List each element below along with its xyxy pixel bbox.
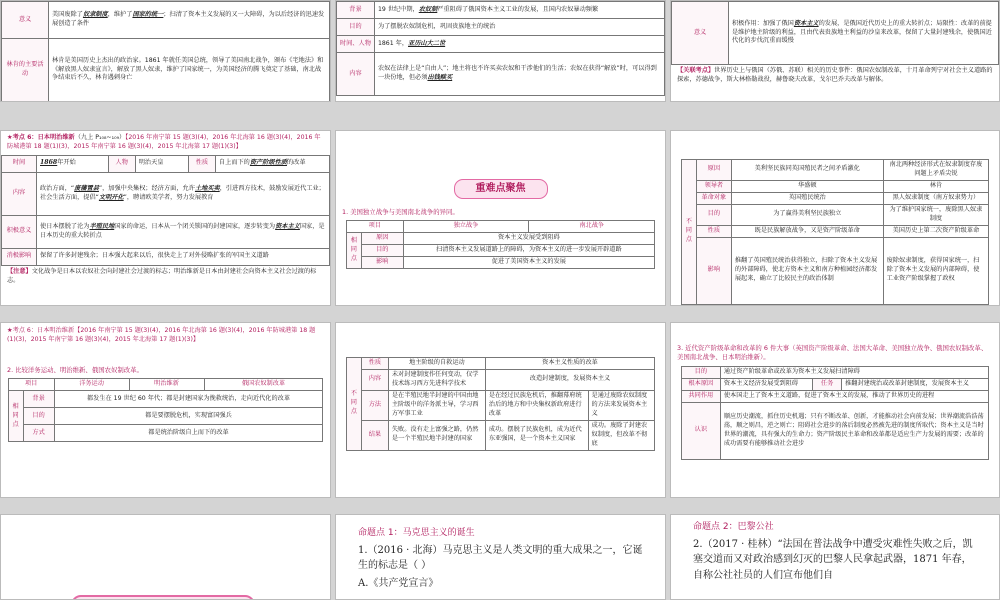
table-row bbox=[681, 192, 988, 204]
row-label: 影响 bbox=[696, 237, 731, 304]
summary-table bbox=[671, 1, 999, 65]
answer-fill: 出钱赎买 bbox=[427, 74, 453, 81]
answer-fill: 亚历山大二世 bbox=[408, 39, 446, 47]
table-row bbox=[346, 358, 654, 370]
row-content: 林肯 bbox=[883, 180, 988, 192]
note-tag: 【注意】 bbox=[7, 267, 32, 275]
row-label: 内容 bbox=[337, 53, 375, 96]
text: ，维护了 bbox=[107, 11, 133, 19]
text: 的改革 bbox=[286, 159, 306, 167]
row-label: 时间 bbox=[2, 155, 37, 172]
slide-differences-table[interactable] bbox=[670, 130, 1000, 306]
row-content: 成功。废除了封建农奴制度，但改革不彻底 bbox=[588, 420, 655, 450]
text: ；扫清了资本主义发展的又一大障碍，为以后经济的迅速发展创造了条件 bbox=[52, 11, 325, 27]
row-content: 英国殖民统治 bbox=[731, 192, 883, 204]
answer-fill: 土地买卖 bbox=[194, 184, 220, 192]
row-content: 美利坚民族同英国殖民者之间矛盾激化 bbox=[731, 160, 883, 181]
row-content bbox=[729, 2, 999, 65]
option-a[interactable]: A.《共产党宣言》 bbox=[358, 577, 439, 589]
comparison-table bbox=[8, 378, 324, 442]
answer-fill: 1868 bbox=[40, 159, 58, 167]
row-content: 资本主义发展受到阻碍 bbox=[403, 233, 654, 245]
row-label: 革命对象 bbox=[696, 192, 731, 204]
attention-note bbox=[1, 266, 330, 288]
row-content: 都是统治阶级自上而下的改革 bbox=[54, 425, 323, 442]
answer-fill: 半殖民地 bbox=[89, 222, 115, 230]
table-row bbox=[681, 366, 988, 378]
answer-fill: 奴隶制度 bbox=[82, 11, 108, 19]
row-label: 意义 bbox=[2, 2, 49, 39]
row-content: 扫清资本主义发展道路上的障碍，为资本主义的进一步发展开辟道路 bbox=[403, 245, 654, 257]
column-header: 独立战争 bbox=[403, 221, 529, 233]
row-content: 资本主义经济发展受到阻碍 bbox=[720, 378, 812, 390]
answer-fill: 国家的统一 bbox=[132, 11, 164, 19]
slide-question-marxism[interactable] bbox=[335, 514, 666, 600]
question-title: 1. 美国独立战争与美国南北战争的异同。 bbox=[342, 208, 459, 216]
column-header: 项目 bbox=[346, 221, 403, 233]
slide-question-paris-commune[interactable] bbox=[670, 514, 1000, 600]
row-label: 领导者 bbox=[696, 180, 731, 192]
question-stem: 1.（2016 · 北海）马克思主义是人类文明的重大成果之一，它诞生的标志是 bbox=[358, 544, 643, 572]
row-label: 目的 bbox=[361, 245, 403, 257]
table-row bbox=[8, 408, 323, 425]
topic-title: 考点 6：日本明治维新【2016 年南宁第 15 题(3)(4)，2016 年北海第 16 题(3)(4)，2016 年防城港第 18 题(1)(3)，2015 年南宁第 16 题(3)(4)，2015 年北海第 17 题(1)(3)】 bbox=[7, 327, 316, 343]
slide-meiji-restoration[interactable] bbox=[0, 130, 331, 306]
slide-title-partial[interactable] bbox=[0, 514, 331, 600]
row-label: 背景 bbox=[337, 2, 375, 19]
table-row bbox=[346, 369, 654, 390]
table-row bbox=[346, 233, 654, 245]
text: 积极作用：加强了俄国 bbox=[732, 19, 794, 27]
question-block bbox=[336, 527, 665, 591]
row-content: 美国历史上第二次资产阶级革命 bbox=[883, 225, 988, 237]
text: ，引进西方技术，鼓励发展近代工业；社会生活方面，提倡“ bbox=[40, 184, 325, 201]
answer-blank[interactable]: （ ） bbox=[408, 560, 432, 572]
table-row bbox=[681, 204, 988, 225]
text: 国家，是日本历史的重大转折点 bbox=[40, 222, 325, 239]
text: 政治方面，“ bbox=[40, 184, 75, 192]
table-row bbox=[337, 36, 665, 53]
focus-banner: 重难点聚焦 bbox=[454, 179, 548, 199]
table-row bbox=[2, 248, 330, 265]
table-row bbox=[681, 390, 988, 402]
row-content bbox=[374, 2, 664, 19]
question-title: 3. 近代资产阶级革命和改革的 6 件大事（英国资产阶级革命、法国大革命、美国独立战争、俄国农奴制改革、美国南北战争、日本明治维新）。 bbox=[677, 344, 988, 362]
note-tag: 【关联考点】 bbox=[677, 67, 715, 74]
text: ”，加强中央集权；经济方面，允许 bbox=[98, 184, 195, 192]
exam-years: 【2016 年南宁第 15 题(3)(4)，2016 年北海第 16 题(3)(4)，2016 年防城港第 18 题(1)(3)，2015 年南宁第 16 题(3)(4)，2015 年北海第 17 题(1)(3)】 bbox=[7, 134, 321, 150]
row-label: 目的 bbox=[23, 408, 54, 425]
column-header: 洋务运动 bbox=[54, 379, 129, 391]
related-note bbox=[671, 65, 999, 87]
table-row bbox=[2, 2, 330, 39]
row-label: 原因 bbox=[361, 233, 403, 245]
row-content: 成功。摆脱了民族危机，成为近代东亚强国，是一个资本主义国家 bbox=[485, 420, 588, 450]
row-content: 是在半殖民地半封建的中国由地主阶级中的洋务派主导，学习西方军事工业 bbox=[388, 390, 485, 420]
side-label: 相同点 bbox=[346, 233, 361, 269]
summary-table bbox=[681, 366, 989, 460]
table-row bbox=[2, 172, 330, 215]
table-row bbox=[346, 245, 654, 257]
table-header-row bbox=[8, 379, 323, 391]
row-label: 性质 bbox=[188, 155, 215, 172]
row-content: 推翻封建统治或改革封建制度，发展资本主义 bbox=[842, 378, 989, 390]
answer-fill: 文明开化 bbox=[98, 193, 124, 201]
row-label: 认识 bbox=[681, 402, 720, 459]
row-content: 失败。没有走上富强之路，仍然是一个半殖民地半封建的国家 bbox=[388, 420, 485, 450]
side-label: 不同点 bbox=[346, 358, 361, 451]
row-label: 任务 bbox=[813, 378, 842, 390]
table-row bbox=[346, 420, 654, 450]
slide-american-civil-war-significance[interactable] bbox=[0, 0, 331, 102]
table-row bbox=[2, 215, 330, 248]
row-label: 目的 bbox=[681, 366, 720, 378]
section-header bbox=[1, 323, 330, 349]
comparison-table bbox=[346, 357, 655, 451]
row-content bbox=[374, 53, 664, 96]
column-header: 项目 bbox=[8, 379, 54, 391]
row-label: 结果 bbox=[361, 420, 388, 450]
summary-table bbox=[336, 1, 665, 96]
row-content: 黑人奴隶制度（南方奴隶势力） bbox=[883, 192, 988, 204]
slide-key-points-focus[interactable] bbox=[335, 130, 666, 306]
star-icon: ★ bbox=[7, 327, 13, 334]
row-label: 内容 bbox=[361, 369, 388, 390]
row-content: 促进了美国资本主义的发展 bbox=[403, 257, 654, 269]
row-content: 为了赢得美利坚民族独立 bbox=[731, 204, 883, 225]
row-label: 性质 bbox=[361, 358, 388, 370]
text: 的发展，是俄国近代历史上的重大转折点；局限性：改革的前提是维护地主阶级的利益，且由代表贵族地主利益的沙皇来改革，保留了大量封建残余，使俄国近代化的步伐沉重而缓慢 bbox=[732, 19, 992, 45]
note-text: 文化战争是日本以农奴社会向封建社会过渡的标志；明治维新是日本由封建社会向资本主义社会过渡的标志。 bbox=[7, 267, 317, 284]
row-label: 消极影响 bbox=[2, 248, 37, 265]
textbook-ref: （九上 P₁₀₈~₁₀₉） bbox=[74, 134, 126, 141]
row-label: 时间、人物 bbox=[337, 36, 375, 53]
row-label: 目的 bbox=[337, 19, 375, 36]
row-content: 既是民族解放战争，又是资产阶级革命 bbox=[731, 225, 883, 237]
side-label: 相同点 bbox=[8, 391, 23, 442]
row-label: 性质 bbox=[696, 225, 731, 237]
row-content: 都是要摆脱危机，实现富国强兵 bbox=[54, 408, 323, 425]
row-label: 共同作用 bbox=[681, 390, 720, 402]
row-content: 林肯是美国历史上杰出的政治家。1861 年就任美国总统，领导了美国南北战争，颁布《宅地法》和《解放黑人奴隶宣言》，解放了黑人奴隶，维护了国家统一，为美国经济的腾飞奠定了基础，南北战争结束后不久，林肯遇刺身亡 bbox=[49, 39, 330, 102]
slide-russia-serf-reform[interactable] bbox=[335, 0, 666, 102]
section-header bbox=[1, 131, 330, 155]
table-row bbox=[337, 53, 665, 96]
row-content bbox=[215, 155, 329, 172]
row-label: 背景 bbox=[23, 391, 54, 408]
row-content: 推翻了英国殖民统治获得独立，扫除了资本主义发展的外部障碍，使北方资本主义和南方种植园经济都发展起来，确立了比较民主的政治体制 bbox=[731, 237, 883, 304]
topic-title: 考点 6：日本明治维新 bbox=[12, 134, 75, 141]
row-label: 影响 bbox=[361, 257, 403, 269]
table-row bbox=[672, 2, 999, 65]
table-row bbox=[681, 378, 988, 390]
star-icon: ★ bbox=[7, 134, 13, 141]
text: 国家的命运，日本从一个闭关锁国的封建国家，逐步转变为 bbox=[114, 222, 276, 230]
row-label: 原因 bbox=[696, 160, 731, 181]
table-row bbox=[681, 402, 988, 459]
question-block bbox=[671, 521, 999, 583]
row-content: 为了维护国家统一，废除黑人奴隶制度 bbox=[883, 204, 988, 225]
text: 19 世纪中期， bbox=[377, 5, 419, 13]
row-content bbox=[37, 215, 330, 248]
table-row bbox=[2, 155, 330, 172]
table-row bbox=[337, 19, 665, 36]
row-content: 保留了许多封建残余；日本强大起来以后，很快走上了对外侵略扩张的军国主义道路 bbox=[37, 248, 330, 265]
question-text: 2.（2017 · 桂林）“法国在普法战争中遭受灾难性失败之后，凯塞交道而又对政治感到幻灭的巴黎人民拿起武器，1871 年春，自称公社社员的人们宣布他们自 bbox=[693, 538, 973, 581]
row-content: 顺应历史潮流，抓住历史机遇；只有不断改革、创新，才能推动社会向前发展；世界潮流浩浩荡荡，顺之则昌，逆之则亡；阻碍社会进步的落后制度必然被先进的制度所取代；资本主义是当时世界的潮流，具有强大的生命力；资产阶级民主革命和改革都是适应生产力发展的需要；改革的成功需要有能够推动社会进步 bbox=[720, 402, 988, 459]
slide-six-major-events[interactable] bbox=[670, 322, 1000, 498]
table-row bbox=[8, 425, 323, 442]
table-row bbox=[346, 257, 654, 269]
row-label: 目的 bbox=[696, 204, 731, 225]
comparison-table bbox=[681, 159, 989, 305]
column-header: 俄国农奴制改革 bbox=[204, 379, 323, 391]
row-content: 都发生在 19 世纪 60 年代；都是封建国家为挽救统治，走向近代化的改革 bbox=[54, 391, 323, 408]
slide-russia-reform-significance[interactable] bbox=[670, 0, 1000, 102]
row-content: 是在经过民族危机后，推翻幕府统治后的地方和中央集权新政府进行改革 bbox=[485, 390, 588, 420]
row-label: 根本原因 bbox=[681, 378, 720, 390]
row-label: 方式 bbox=[23, 425, 54, 442]
text: 严重阻碍了俄国资本主义工业的发展，且国内农奴暴动频繁 bbox=[437, 5, 599, 13]
question-topic-title: 命题点 2：巴黎公社 bbox=[693, 522, 774, 532]
slide-compare-reforms[interactable] bbox=[0, 322, 331, 498]
answer-fill: 废藩置县 bbox=[74, 184, 99, 192]
text: 农奴在法律上是“自由人”；地主将也不许买卖农奴和干涉他们的生活；农奴在获得“解放”时，可以得到一块份地，但必须 bbox=[377, 65, 657, 81]
answer-fill: 资本主义 bbox=[275, 222, 300, 230]
row-label: 意义 bbox=[672, 2, 729, 65]
row-label: 方法 bbox=[361, 390, 388, 420]
table-row bbox=[346, 390, 654, 420]
table-row bbox=[8, 391, 323, 408]
answer-fill: 资本主义 bbox=[793, 19, 819, 27]
answer-fill: 农奴制 bbox=[418, 5, 438, 13]
column-header: 明治维新 bbox=[129, 379, 204, 391]
text: 自上而下的 bbox=[218, 159, 250, 167]
question-topic-title: 命题点 1：马克思主义的诞生 bbox=[358, 528, 475, 538]
row-label: 林肯的主要活动 bbox=[2, 39, 49, 102]
title-banner-decoration bbox=[71, 595, 255, 600]
table-row bbox=[681, 160, 988, 181]
row-content: 地主阶级的自救运动 bbox=[388, 358, 485, 370]
text: 年开始 bbox=[57, 159, 76, 167]
row-label: 人物 bbox=[108, 155, 135, 172]
question-title: 2. 比较洋务运动、明治维新、俄国农奴制改革。 bbox=[7, 365, 143, 374]
summary-table bbox=[1, 155, 330, 266]
row-content: 是通过废除农奴制度的方法来发展资本主义 bbox=[588, 390, 655, 420]
row-content bbox=[37, 155, 109, 172]
comparison-table bbox=[346, 220, 655, 269]
row-content bbox=[49, 2, 330, 39]
question-text bbox=[358, 543, 643, 574]
row-content: 为了摆脱农奴制危机，巩固贵族地主的统治 bbox=[374, 19, 664, 36]
slide-reform-differences[interactable] bbox=[335, 322, 666, 498]
row-content bbox=[374, 36, 664, 53]
row-content bbox=[37, 172, 330, 215]
table-row bbox=[337, 2, 665, 19]
side-label: 不同点 bbox=[681, 160, 696, 305]
table-row bbox=[681, 225, 988, 237]
row-content: 明治天皇 bbox=[135, 155, 188, 172]
note-text: 世界历史上与俄国（苏俄、苏联）相关的历史事件：俄国农奴制改革，十月革命列宁对社会主义道路的探索，苏德战争，斯大林格勒战役，赫鲁晓夫改革，戈尔巴乔夫改革与解体。 bbox=[677, 67, 993, 83]
row-content: 改造封建制度，发展资本主义 bbox=[485, 369, 654, 390]
text: 美国废除了 bbox=[52, 11, 83, 19]
summary-table bbox=[1, 1, 330, 102]
answer-fill: 资产阶级性质 bbox=[249, 159, 287, 167]
table-row bbox=[681, 180, 988, 192]
table-row bbox=[681, 237, 988, 304]
table-header-row bbox=[346, 221, 654, 233]
row-content: 华盛顿 bbox=[731, 180, 883, 192]
table-row bbox=[2, 39, 330, 102]
row-content: 使本国走上了资本主义道路，促进了资本主义的发展，推动了世界历史的进程 bbox=[720, 390, 988, 402]
row-content: 未对封建制度作任何变动，仅学技术练习西方先进科学技术 bbox=[388, 369, 485, 390]
text: 使日本摆脱了沦为 bbox=[40, 222, 90, 230]
row-content: 通过资产阶级革命或改革为资本主义发展扫清障碍 bbox=[720, 366, 988, 378]
text: ”，聘请欧美学者，努力发展教育 bbox=[123, 193, 214, 201]
row-content: 废除奴隶制度，获得国家统一，扫除了资本主义发展的内部障碍，使工业资产阶级掌握了政权 bbox=[883, 237, 988, 304]
row-content: 资本主义性质的改革 bbox=[485, 358, 654, 370]
column-header: 南北战争 bbox=[529, 221, 655, 233]
row-label: 内容 bbox=[2, 172, 37, 215]
row-label: 积极意义 bbox=[2, 215, 37, 248]
text: 1861 年， bbox=[377, 39, 409, 47]
row-content: 南北两种经济形式在奴隶制度存废问题上矛盾尖锐 bbox=[883, 160, 988, 181]
